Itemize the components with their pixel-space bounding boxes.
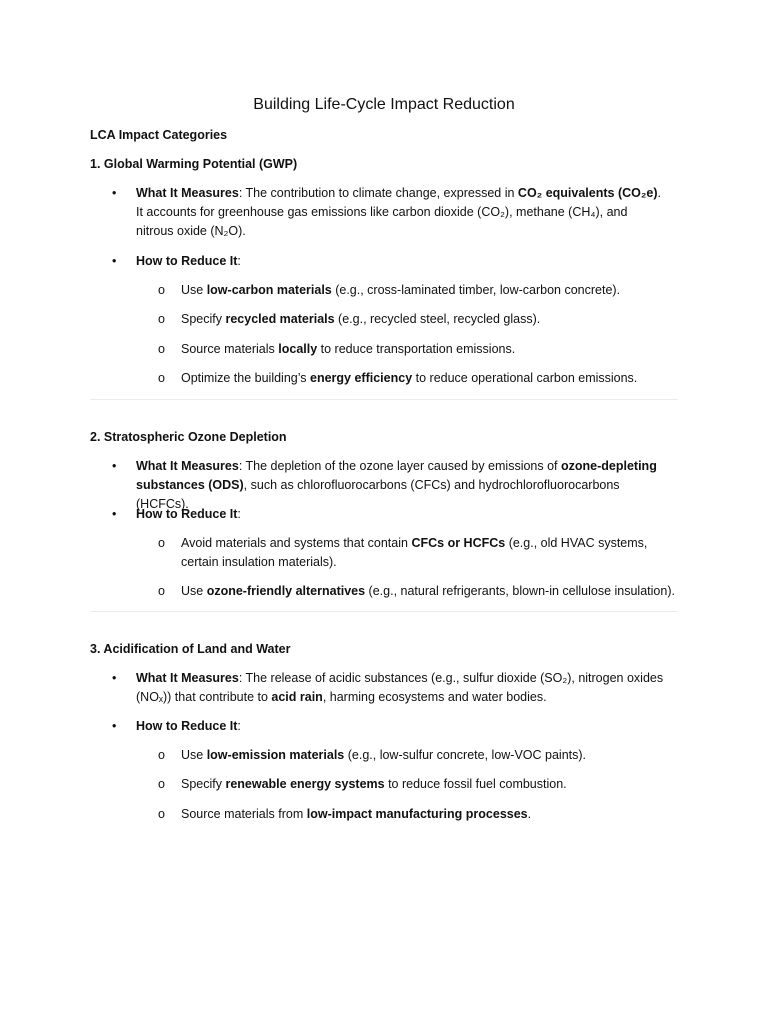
bullet-icon: •	[112, 186, 117, 200]
section-2-reduce-text	[136, 505, 666, 524]
measures-label: What It Measures	[136, 459, 239, 473]
measures-emphasis: acid rain	[271, 690, 323, 704]
sub-bullet-icon: o	[158, 342, 165, 356]
item-part: (e.g., low-sulfur concrete, low-VOC paints).	[344, 748, 587, 762]
item-part: (e.g., natural refrigerants, blown-in cellulose insulation).	[365, 584, 675, 598]
section-1-measures-text	[136, 184, 666, 241]
lca-heading: LCA Impact Categories	[90, 128, 228, 142]
item-emphasis: recycled materials	[225, 312, 335, 326]
item-text	[181, 775, 681, 794]
item-part: (e.g., old HVAC systems, certain insulation materials).	[181, 536, 648, 569]
measures-label: What It Measures	[136, 671, 239, 685]
measures-part: : The release of acidic substances (e.g., sulfur dioxide (SO₂), nitrogen oxides (NOₓ)) that contribute to	[136, 671, 664, 704]
item-part: Specify	[181, 312, 226, 326]
section-1-reduce-text	[136, 252, 666, 271]
bullet-icon: •	[112, 254, 117, 268]
item-text	[181, 369, 681, 388]
reduce-colon: :	[237, 254, 241, 268]
measures-part: : The contribution to climate change, expressed in	[238, 186, 518, 200]
measures-emphasis: CO₂ equivalents (CO₂e)	[517, 186, 658, 200]
measures-part: , harming ecosystems and water bodies.	[322, 690, 547, 704]
measures-part: , such as chlorofluorocarbons (CFCs) and hydrochlorofluorocarbons (HCFCs).	[136, 478, 620, 511]
sub-bullet-icon: o	[158, 777, 165, 791]
item-emphasis: renewable energy systems	[225, 777, 385, 791]
item-emphasis: low-impact manufacturing processes	[306, 807, 528, 821]
reduce-label: How to Reduce It	[136, 254, 238, 268]
sub-bullet-icon: o	[158, 748, 165, 762]
reduce-colon: :	[237, 507, 241, 521]
page-title: Building Life-Cycle Impact Reduction	[253, 96, 515, 113]
measures-label: What It Measures	[136, 186, 239, 200]
item-part: Specify	[181, 777, 226, 791]
item-part: (e.g., recycled steel, recycled glass).	[334, 312, 541, 326]
item-text	[181, 340, 681, 359]
reduce-label: How to Reduce It	[136, 719, 238, 733]
section-3-measures-text	[136, 669, 666, 707]
reduce-label: How to Reduce It	[136, 507, 238, 521]
sub-bullet-icon: o	[158, 536, 165, 550]
item-text	[181, 805, 681, 824]
item-emphasis: low-carbon materials	[206, 283, 332, 297]
item-part: Use	[181, 748, 207, 762]
item-emphasis: ozone-friendly alternatives	[206, 584, 366, 598]
sub-bullet-icon: o	[158, 371, 165, 385]
item-part: Avoid materials and systems that contain	[181, 536, 412, 550]
item-emphasis: locally	[278, 342, 318, 356]
measures-emphasis: ozone-depleting substances (ODS)	[136, 459, 657, 492]
item-text	[181, 746, 681, 765]
measures-part: : The depletion of the ozone layer caused by emissions of	[238, 459, 561, 473]
bullet-icon: •	[112, 719, 117, 733]
sub-bullet-icon: o	[158, 584, 165, 598]
reduce-colon: :	[237, 719, 241, 733]
section-divider	[90, 611, 678, 612]
item-text	[181, 582, 681, 601]
bullet-icon: •	[112, 459, 117, 473]
sub-bullet-icon: o	[158, 807, 165, 821]
item-text	[181, 310, 681, 329]
section-3-heading: 3. Acidification of Land and Water	[90, 642, 291, 656]
item-part: to reduce fossil fuel combustion.	[384, 777, 567, 791]
item-part: to reduce transportation emissions.	[317, 342, 516, 356]
measures-part: . It accounts for greenhouse gas emissions like carbon dioxide (CO₂), methane (CH₄), and nitrous oxide (N₂O).	[136, 186, 662, 238]
item-emphasis: low-emission materials	[206, 748, 345, 762]
item-part: Use	[181, 283, 207, 297]
item-text	[181, 281, 681, 300]
sub-bullet-icon: o	[158, 312, 165, 326]
section-1-heading: 1. Global Warming Potential (GWP)	[90, 157, 298, 171]
bullet-icon: •	[112, 507, 117, 521]
item-part: Source materials from	[181, 807, 307, 821]
item-part: to reduce operational carbon emissions.	[412, 371, 638, 385]
sub-bullet-icon: o	[158, 283, 165, 297]
bullet-icon: •	[112, 671, 117, 685]
section-2-heading: 2. Stratospheric Ozone Depletion	[90, 430, 287, 444]
item-part: .	[527, 807, 532, 821]
item-part: (e.g., cross-laminated timber, low-carbon concrete).	[331, 283, 621, 297]
item-part: Optimize the building’s	[181, 371, 311, 385]
item-part: Source materials	[181, 342, 279, 356]
item-emphasis: energy efficiency	[310, 371, 413, 385]
section-3-reduce-text	[136, 717, 666, 736]
section-divider	[90, 399, 678, 400]
item-part: Use	[181, 584, 207, 598]
item-emphasis: CFCs or HCFCs	[411, 536, 506, 550]
item-text	[181, 534, 681, 572]
